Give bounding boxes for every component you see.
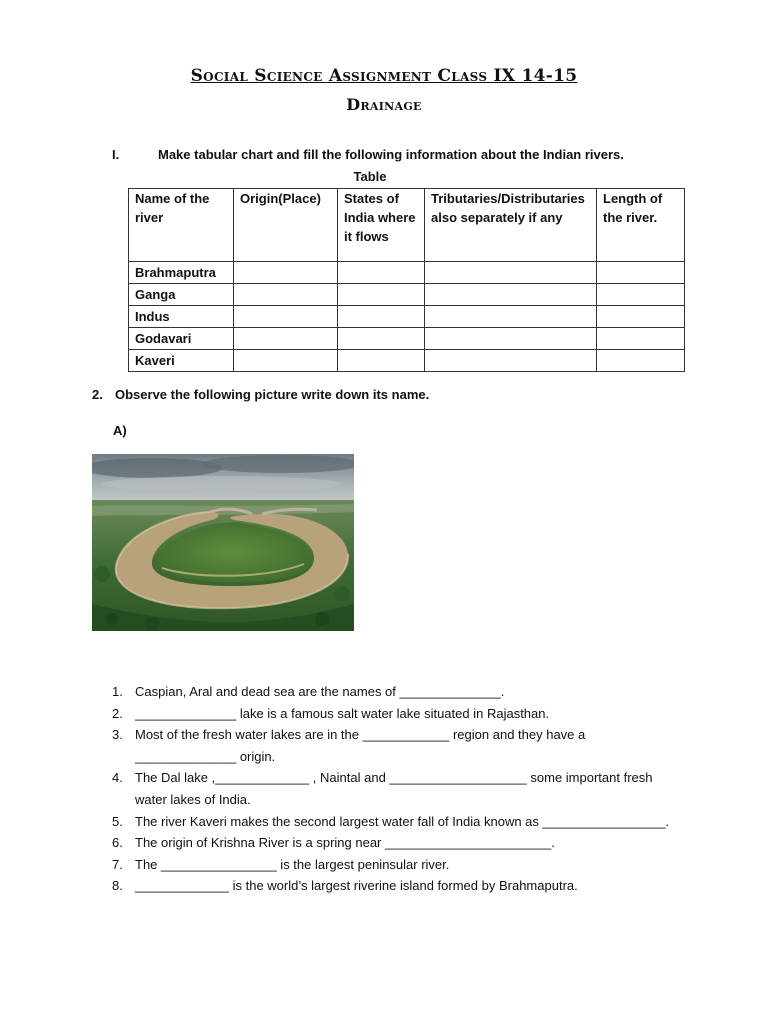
question-text: The ________________ is the largest peninsular river. [135, 856, 450, 872]
question-2-number: 2. [92, 387, 103, 402]
column-header-length: Length of the river. [597, 189, 685, 262]
list-item [112, 724, 672, 767]
tributaries-cell[interactable] [425, 328, 597, 350]
question-number: 6. [112, 835, 123, 851]
question-text: ______________ lake is a famous salt water lake situated in Rajasthan. [135, 705, 550, 721]
column-header-states: States of India where it flows [338, 189, 425, 262]
length-cell[interactable] [597, 306, 685, 328]
origin-cell[interactable] [234, 306, 338, 328]
question-text: Most of the fresh water lakes are in the ____________ region and they have a ______________ origin. [135, 727, 586, 764]
length-cell[interactable] [597, 350, 685, 372]
river-name-cell: Indus [129, 306, 234, 328]
question-number: 8. [112, 878, 123, 894]
fill-in-questions [112, 681, 672, 897]
question-1-text: Make tabular chart and fill the following information about the Indian rivers. [158, 147, 624, 162]
states-cell[interactable] [338, 328, 425, 350]
question-number: 3. [112, 727, 123, 743]
river-name-cell: Ganga [129, 284, 234, 306]
question-text: The origin of Krishna River is a spring near _______________________. [135, 835, 555, 851]
tributaries-cell[interactable] [425, 350, 597, 372]
column-header-name: Name of the river [129, 189, 234, 262]
question-text: The river Kaveri makes the second largest water fall of India known as _________________. [135, 813, 670, 829]
table-caption: Table [353, 169, 387, 184]
river-name-cell: Brahmaputra [129, 262, 234, 284]
question-number: 4. [112, 770, 123, 786]
length-cell[interactable] [597, 262, 685, 284]
question-1 [112, 147, 624, 162]
question-2-text: Observe the following picture write down its name. [115, 387, 430, 402]
list-item [112, 811, 672, 833]
tributaries-cell[interactable] [425, 306, 597, 328]
list-item [112, 854, 672, 876]
question-2-part-a: A) [113, 423, 127, 438]
table-row [129, 350, 685, 372]
states-cell[interactable] [338, 306, 425, 328]
question-text: Caspian, Aral and dead sea are the names of ______________. [135, 684, 505, 699]
page-subtitle: Drainage [346, 95, 422, 114]
question-number: 2. [112, 705, 123, 721]
origin-cell[interactable] [234, 350, 338, 372]
list-item [112, 767, 672, 810]
list-item [112, 681, 672, 703]
tributaries-cell[interactable] [425, 284, 597, 306]
page-title: Social Science Assignment Class IX 14-15 [190, 66, 578, 86]
question-number: 5. [112, 813, 123, 829]
question-number: 7. [112, 856, 123, 872]
rivers-table [128, 188, 685, 372]
tributaries-cell[interactable] [425, 262, 597, 284]
table-row [129, 306, 685, 328]
list-item [112, 875, 672, 897]
question-text: The Dal lake ,_____________ , Naintal and ___________________ some important fresh water lakes of India. [135, 770, 653, 807]
column-header-origin: Origin(Place) [234, 189, 338, 262]
question-number: 1. [112, 684, 123, 699]
states-cell[interactable] [338, 262, 425, 284]
origin-cell[interactable] [234, 284, 338, 306]
table-row [129, 262, 685, 284]
origin-cell[interactable] [234, 262, 338, 284]
question-2 [92, 387, 429, 402]
question-text: _____________ is the world’s largest riverine island formed by Brahmaputra. [135, 878, 578, 894]
question-1-number: I. [112, 147, 120, 162]
river-name-cell: Godavari [129, 328, 234, 350]
oxbow-river-photo [92, 454, 354, 631]
list-item [112, 703, 672, 725]
table-header-row [129, 189, 685, 262]
table-row [129, 328, 685, 350]
states-cell[interactable] [338, 350, 425, 372]
table-row [129, 284, 685, 306]
column-header-tributaries: Tributaries/Distributaries also separately if any [425, 189, 597, 262]
river-name-cell: Kaveri [129, 350, 234, 372]
states-cell[interactable] [338, 284, 425, 306]
list-item [112, 832, 672, 854]
length-cell[interactable] [597, 328, 685, 350]
length-cell[interactable] [597, 284, 685, 306]
origin-cell[interactable] [234, 328, 338, 350]
